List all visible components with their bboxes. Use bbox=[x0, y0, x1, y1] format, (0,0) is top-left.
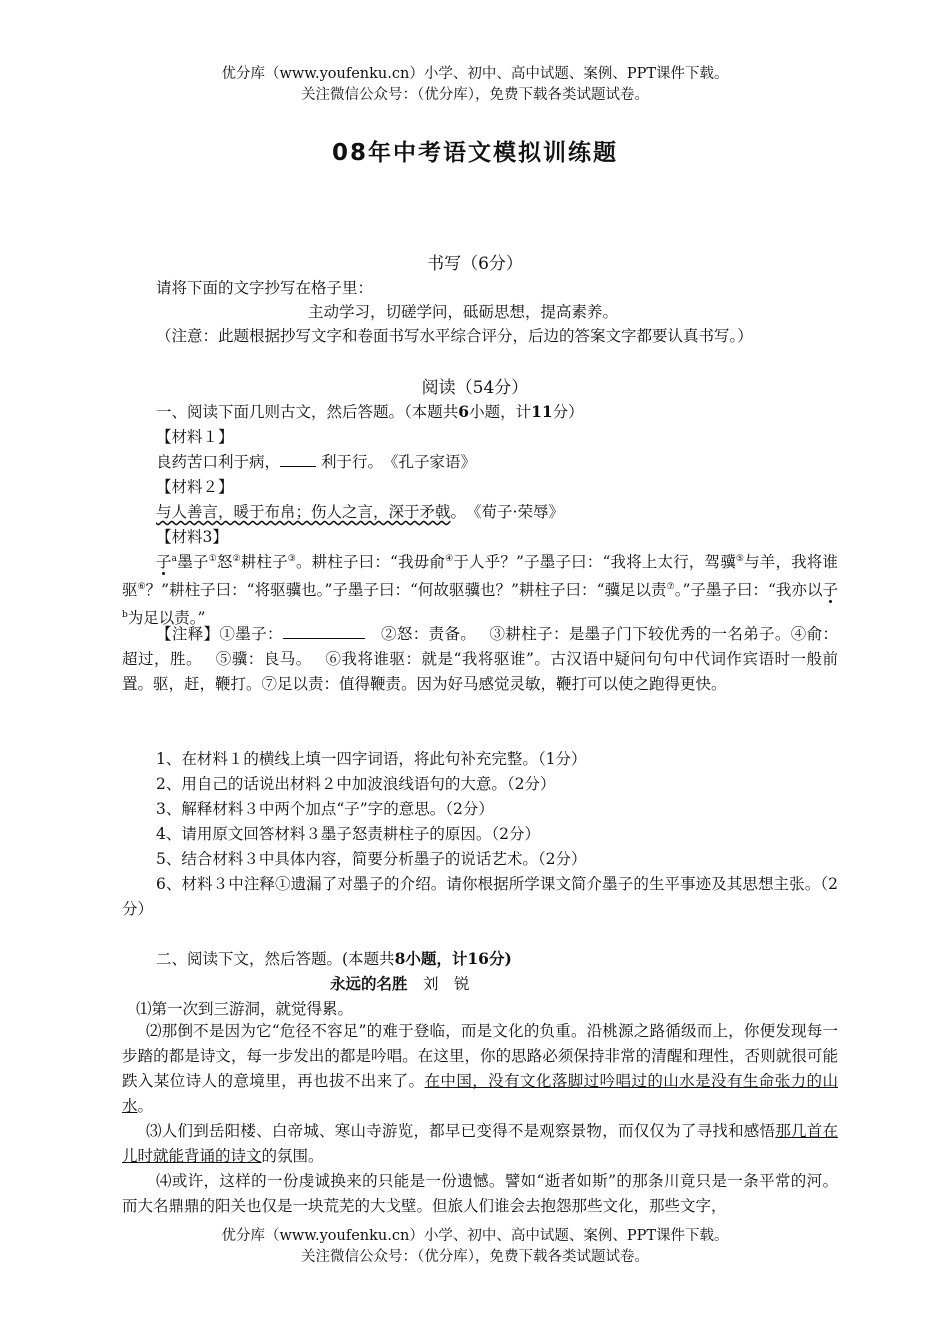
question-3: 3、解释材料３中两个加点“子”字的意思。（2分） bbox=[156, 800, 494, 818]
reading-heading: 阅读（54分） bbox=[421, 378, 529, 398]
material2-wavy-sentence: 与人善言，暖于布帛；伤人之言，深于矛戟 bbox=[156, 503, 451, 521]
material2-label: 【材料２】 bbox=[156, 478, 234, 496]
material2-text: 与人善言，暖于布帛；伤人之言，深于矛戟。 《荀子·荣辱》 bbox=[156, 503, 564, 521]
question-4: 4、请用原文回答材料３墨子怒责耕柱子的原因。（2分） bbox=[156, 825, 540, 843]
essay-paragraph-3: ⑶人们到岳阳楼、白帝城、寒山寺游览，都早已变得不是观察景物，而仅仅为了寻找和感悟那几首在儿时就能背诵的诗文的氛围。 bbox=[122, 1122, 838, 1165]
dotted-zi-a: 子 bbox=[156, 553, 172, 572]
essay-paragraph-4: ⑷或许，这样的一份虔诚换来的只能是一份遗憾。譬如“逝者如斯”的那条川竟只是一条平常的河。而大名鼎鼎的阳关也仅是一块荒芜的大戈壁。但旅人们谁会去抱怨那些文化，那些文字， bbox=[122, 1172, 838, 1215]
question-1: 1、在材料１的横线上填一四字词语，将此句补充完整。（1分） bbox=[156, 750, 587, 768]
essay-title-line bbox=[330, 972, 470, 994]
question-2: 2、用自己的话说出材料２中加波浪线语句的大意。（2分） bbox=[156, 775, 556, 793]
material1-label: 【材料１】 bbox=[156, 428, 234, 446]
footer-line-2: 关注微信公众号：（优分库），免费下载各类试题试卷。 bbox=[301, 1249, 649, 1265]
writing-instruction: 请将下面的文字抄写在格子里： bbox=[156, 279, 374, 297]
page-header bbox=[0, 64, 950, 106]
part2-intro: 二、阅读下文，然后答题。(本题共8小题，计16分) bbox=[156, 949, 512, 968]
header-line-1: 优分库（www.youfenku.cn）小学、初中、高中试题、案例、PPT课件下载。 bbox=[221, 66, 729, 82]
essay-title: 永远的名胜 bbox=[330, 975, 408, 993]
header-line-2: 关注微信公众号：（优分库），免费下载各类试题试卷。 bbox=[301, 87, 649, 103]
question-5: 5、结合材料３中具体内容，简要分析墨子的说话艺术。（2分） bbox=[156, 850, 587, 868]
writing-copy-text: 主动学习，切磋学问，砥砺思想，提高素养。 bbox=[308, 303, 619, 321]
part1-intro: 一、阅读下面几则古文，然后答题。（本题共6小题，计11分） bbox=[156, 402, 584, 421]
footer-line-1: 优分库（www.youfenku.cn）小学、初中、高中试题、案例、PPT课件下载。 bbox=[221, 1228, 729, 1244]
essay-underlined-sentence-2: 那几首在儿时就能背诵的诗文 bbox=[122, 1122, 838, 1165]
question-6: 6、材料３中注释①遗漏了对墨子的介绍。请你根据所学课文简介墨子的生平事迹及其思想主张。（2分） bbox=[122, 875, 838, 918]
dotted-zi-b: 子 bbox=[822, 581, 838, 600]
material3-notes: 【注释】①墨子： ②怒：责备。 ③耕柱子：是墨子门下较优秀的一名弟子。④俞：超过，胜。 ⑤骥：良马。 ⑥我将谁驱：就是“我将驱谁”。古汉语中疑问句句中代词作宾语时一般前置。驱，赶，鞭打。⑦足以责：值得鞭责。因为好马感觉灵敏，鞭打可以使之跑得更快。 bbox=[122, 625, 838, 693]
essay-underlined-sentence-1: 在中国，没有文化落脚过吟唱过的山水是没有生命张力的山水 bbox=[122, 1072, 838, 1115]
material1-text: 良药苦口利于病， 利于行。 《孔子家语》 bbox=[156, 453, 476, 471]
material1-blank bbox=[280, 452, 316, 467]
page-footer bbox=[0, 1226, 950, 1268]
essay-author: 刘 锐 bbox=[423, 975, 470, 993]
writing-heading: 书写（6分） bbox=[427, 254, 523, 274]
writing-note: （注意：此题根据抄写文字和卷面书写水平综合评分，后边的答案文字都要认真书写。） bbox=[156, 327, 753, 345]
essay-paragraph-2: ⑵那倒不是因为它“危径不容足”的难于登临，而是文化的负重。沿桃源之路循级而上，你便发现每一步踏的都是诗文，每一步发出的都是吟唱。在这里，你的思路必须保持非常的清醒和理性，否则就很可能跌入某位诗人的意境里，再也拔不出来了。在中国，没有文化落脚过吟唱过的山水是没有生命张力的山水。 bbox=[122, 1022, 838, 1115]
page-title: 08年中考语文模拟训练题 bbox=[331, 140, 618, 166]
notes-blank bbox=[283, 624, 365, 639]
essay-paragraph-1: ⑴第一次到三游洞，就觉得累。 bbox=[136, 1000, 354, 1018]
material3-label: 【材料3】 bbox=[156, 528, 228, 546]
material3-text: 子$^a$墨子①怒②耕柱子③。耕柱子曰：“我毋俞④于人乎？”子墨子曰：“我将上太行，驾骥⑤与羊，我将谁驱⑥？”耕柱子曰：“将驱骥也。”子墨子曰：“何故驱骥也？”耕柱子曰：“骥足以责⑦。”子墨子曰：“我亦以子$^b$为足以责。” bbox=[122, 553, 838, 628]
